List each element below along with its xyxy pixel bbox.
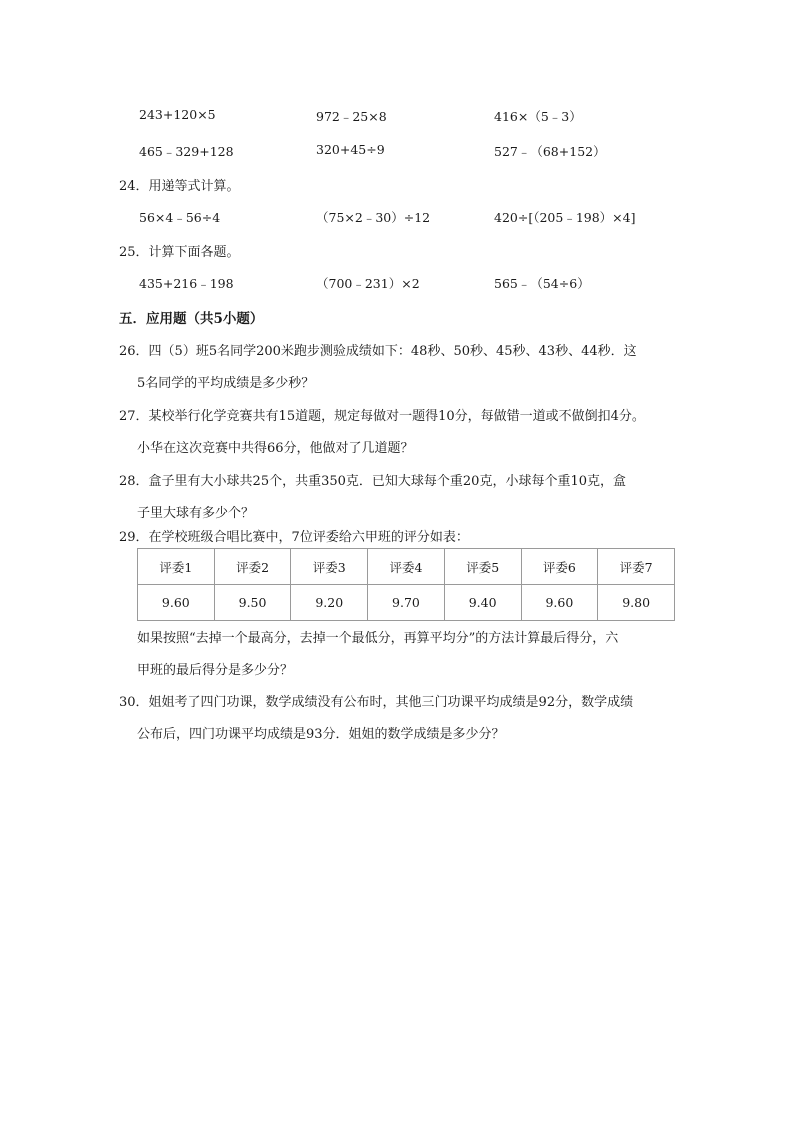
expression: 527﹣（68+152） (494, 144, 606, 159)
expression: （75×2﹣30）÷12 (316, 210, 431, 225)
table-cell: 9.80 (598, 585, 675, 621)
table-cell: 9.20 (291, 585, 368, 621)
table-cell: 9.50 (214, 585, 291, 621)
expression: 465﹣329+128 (139, 144, 234, 159)
question-26-line: 5名同学的平均成绩是多少秒？ (137, 376, 315, 391)
expression: 435+216﹣198 (139, 276, 234, 291)
question-28-line: 28．盒子里有大小球共25个，共重350克．已知大球每个重20克，小球每个重10克，盒 (119, 474, 626, 489)
table-cell: 9.60 (521, 585, 598, 621)
question-26-line: 26．四（5）班5名同学200米跑步测验成绩如下：48秒、50秒、45秒、43秒、44秒．这 (119, 344, 637, 359)
question-29-line: 甲班的最后得分是多少分？ (137, 663, 294, 678)
score-table (137, 548, 675, 621)
table-header-cell: 评委5 (444, 549, 521, 585)
expression: 420÷[（205﹣198）×4] (494, 210, 636, 225)
question-29-line: 如果按照“去掉一个最高分，去掉一个最低分，再算平均分”的方法计算最后得分，六 (137, 631, 619, 646)
expression: 243+120×5 (139, 107, 216, 122)
table-header-cell: 评委3 (291, 549, 368, 585)
table-cell: 9.70 (368, 585, 445, 621)
section-heading: 五．应用题（共5小题） (119, 311, 264, 327)
expression: 416×（5﹣3） (494, 109, 582, 124)
question-30-line: 30．姐姐考了四门功课，数学成绩没有公布时，其他三门功课平均成绩是92分，数学成绩 (119, 695, 634, 710)
expression: 972﹣25×8 (316, 109, 387, 124)
table-header-cell: 评委7 (598, 549, 675, 585)
question-27-line: 小华在这次竞赛中共得66分，他做对了几道题？ (137, 441, 414, 456)
table-header-cell: 评委2 (214, 549, 291, 585)
table-header-cell: 评委4 (368, 549, 445, 585)
question-27-line: 27．某校举行化学竞赛共有15道题，规定每做对一题得10分，每做错一道或不做倒扣4分。 (119, 409, 645, 424)
table-header-cell: 评委1 (138, 549, 215, 585)
table-header-row (138, 549, 675, 585)
question-24: 24．用递等式计算。 (119, 179, 240, 194)
expression: （700﹣231）×2 (316, 276, 420, 291)
question-28-line: 子里大球有多少个？ (137, 506, 255, 521)
table-cell: 9.60 (138, 585, 215, 621)
question-30-line: 公布后，四门功课平均成绩是93分．姐姐的数学成绩是多少分？ (137, 727, 505, 742)
question-25: 25．计算下面各题。 (119, 245, 240, 260)
expression: 565﹣（54÷6） (494, 276, 590, 291)
table-header-cell: 评委6 (521, 549, 598, 585)
expression: 56×4﹣56÷4 (139, 210, 221, 225)
expression: 320+45÷9 (316, 142, 385, 157)
table-cell: 9.40 (444, 585, 521, 621)
question-29-line: 29．在学校班级合唱比赛中，7位评委给六甲班的评分如表： (119, 530, 469, 545)
table-row (138, 585, 675, 621)
